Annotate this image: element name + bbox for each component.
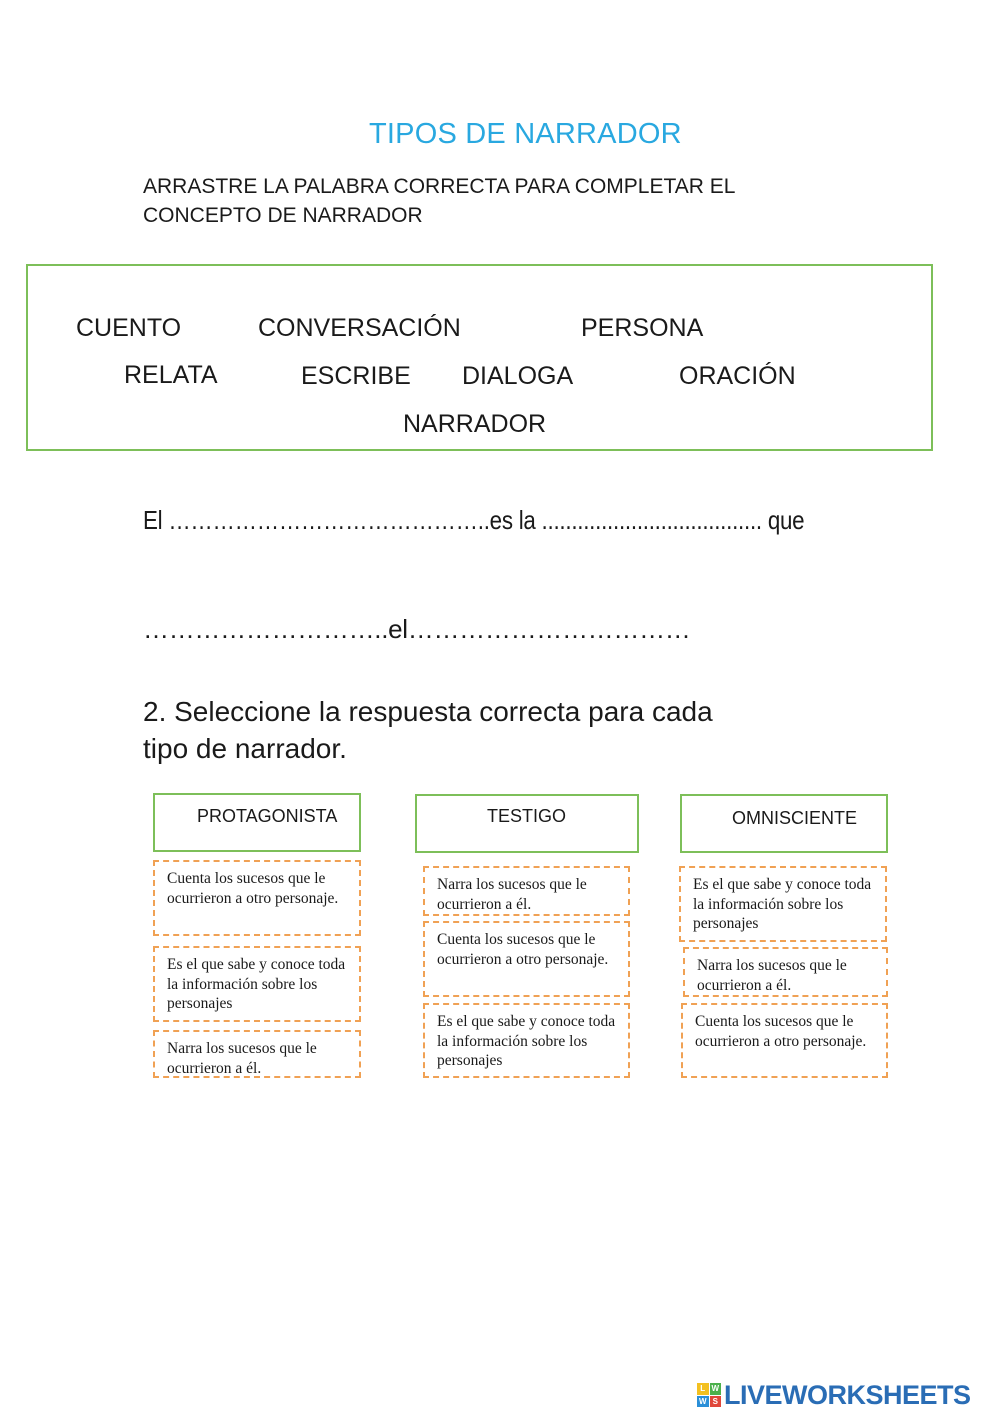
instruction-text: ARRASTRE LA PALABRA CORRECTA PARA COMPLETAR EL CONCEPTO DE NARRADOR xyxy=(143,175,736,227)
word-bank xyxy=(26,264,933,451)
option-testigo-1[interactable]: Narra los sucesos que le ocurrieron a él. xyxy=(423,866,630,916)
option-protagonista-2[interactable]: Es el que sabe y conoce toda la información sobre los personajes xyxy=(153,946,361,1022)
question-2-text: 2. Seleccione la respuesta correcta para cada tipo de narrador. xyxy=(143,696,713,764)
option-omnisciente-1[interactable]: Es el que sabe y conoce toda la información sobre los personajes xyxy=(679,866,887,942)
word-escribe[interactable]: ESCRIBE xyxy=(301,362,411,390)
word-oracion[interactable]: ORACIÓN xyxy=(679,362,796,390)
word-persona[interactable]: PERSONA xyxy=(581,314,704,342)
worksheet-title: TIPOS DE NARRADOR xyxy=(369,118,682,150)
option-testigo-2[interactable]: Cuenta los sucesos que le ocurrieron a otro personaje. xyxy=(423,921,630,997)
word-dialoga[interactable]: DIALOGA xyxy=(462,362,574,390)
word-cuento[interactable]: CUENTO xyxy=(76,314,182,342)
option-omnisciente-2[interactable]: Narra los sucesos que le ocurrieron a él. xyxy=(683,947,888,997)
fill-sentence-line-2[interactable]: ………………………..el…………………………… xyxy=(143,614,691,644)
liveworksheets-logo xyxy=(697,1378,971,1412)
heading-protagonista: PROTAGONISTA xyxy=(153,793,361,852)
option-protagonista-3[interactable]: Narra los sucesos que le ocurrieron a él. xyxy=(153,1030,361,1078)
word-narrador[interactable]: NARRADOR xyxy=(403,410,547,438)
liveworksheets-logo-text: LIVEWORKSHEETS xyxy=(724,1379,971,1410)
option-protagonista-1[interactable]: Cuenta los sucesos que le ocurrieron a otro personaje. xyxy=(153,860,361,936)
heading-omnisciente: OMNISCIENTE xyxy=(680,794,888,853)
word-conversacion[interactable]: CONVERSACIÓN xyxy=(258,314,461,342)
option-omnisciente-3[interactable]: Cuenta los sucesos que le ocurrieron a otro personaje. xyxy=(681,1003,888,1078)
word-relata[interactable]: RELATA xyxy=(124,361,218,389)
option-testigo-3[interactable]: Es el que sabe y conoce toda la información sobre los personajes xyxy=(423,1003,630,1078)
fill-sentence-line-1[interactable]: El ……………………………………..es la ..................................... que xyxy=(143,505,805,535)
heading-testigo: TESTIGO xyxy=(415,794,639,853)
liveworksheets-logo-icon: L W W S xyxy=(698,1384,720,1406)
